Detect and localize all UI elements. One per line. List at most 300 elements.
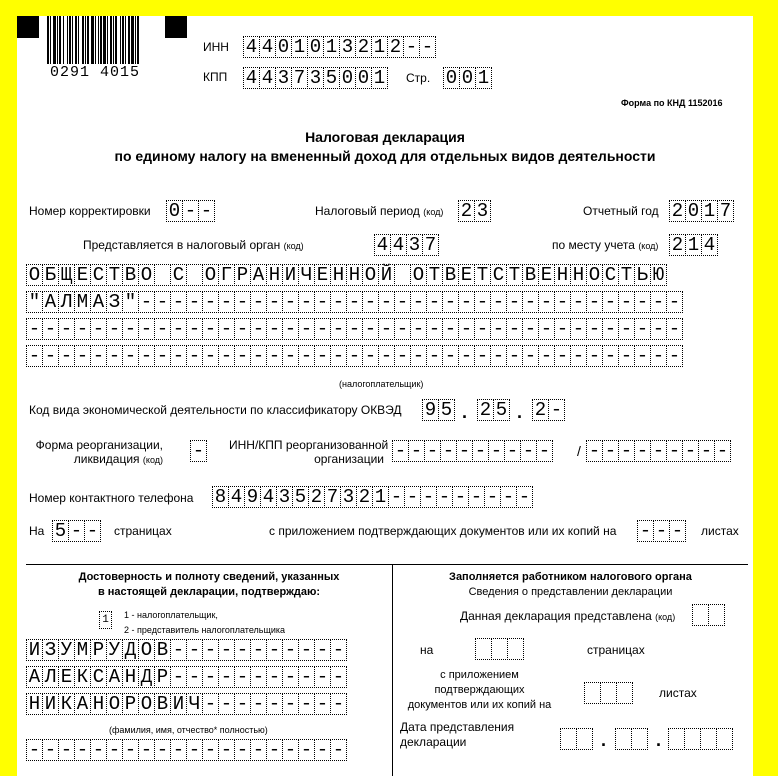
input-cell[interactable]: - (424, 440, 441, 462)
input-cell[interactable]: - (154, 345, 171, 367)
input-cell[interactable]: 0 (459, 67, 476, 89)
input-cell[interactable]: - (669, 520, 686, 542)
input-cell[interactable]: - (282, 739, 299, 761)
okved-group-1[interactable] (422, 399, 454, 421)
input-cell[interactable]: - (554, 318, 571, 340)
input-cell[interactable]: О (586, 264, 603, 286)
input-cell[interactable]: - (186, 739, 203, 761)
input-cell[interactable]: 0 (275, 36, 292, 58)
input-cell[interactable]: 0 (166, 200, 183, 222)
input-cell[interactable]: - (74, 318, 91, 340)
input-cell[interactable]: З (42, 639, 59, 661)
input-cell[interactable]: - (602, 440, 619, 462)
input-cell[interactable]: - (666, 318, 683, 340)
input-cell[interactable]: И (26, 639, 43, 661)
input-cell[interactable]: Т (426, 264, 443, 286)
input-cell[interactable]: - (218, 666, 235, 688)
input-cell[interactable] (186, 264, 203, 286)
input-cell[interactable]: 2 (387, 36, 404, 58)
input-cell[interactable]: - (186, 345, 203, 367)
input-cell[interactable]: - (618, 440, 635, 462)
input-cell[interactable]: 2 (356, 486, 373, 508)
input-cell[interactable]: - (202, 693, 219, 715)
input-cell[interactable]: - (122, 345, 139, 367)
input-cell[interactable]: - (234, 291, 251, 313)
input-cell[interactable]: И (42, 693, 59, 715)
input-cell[interactable]: - (570, 291, 587, 313)
input-cell[interactable]: - (84, 520, 101, 542)
input-cell[interactable]: 2 (669, 234, 686, 256)
input-cell[interactable]: - (298, 666, 315, 688)
input-cell[interactable]: - (474, 291, 491, 313)
input-cell[interactable]: 1 (371, 67, 388, 89)
input-cell[interactable]: - (26, 345, 43, 367)
input-cell[interactable]: Т (106, 264, 123, 286)
input-cell[interactable]: - (90, 739, 107, 761)
input-cell[interactable]: - (250, 639, 267, 661)
input-cell[interactable]: - (666, 440, 683, 462)
input-cell[interactable]: - (392, 440, 409, 462)
input-cell[interactable]: - (682, 440, 699, 462)
input-cell[interactable]: - (436, 486, 453, 508)
input-cell[interactable]: - (154, 739, 171, 761)
input-cell[interactable] (692, 604, 709, 626)
input-cell[interactable]: 9 (244, 486, 261, 508)
input-cell[interactable]: - (394, 345, 411, 367)
input-cell[interactable]: - (90, 318, 107, 340)
input-cell[interactable]: Л (58, 291, 75, 313)
input-cell[interactable]: 0 (443, 67, 460, 89)
input-cell[interactable]: - (490, 318, 507, 340)
input-cell[interactable]: 3 (307, 67, 324, 89)
input-cell[interactable]: - (346, 345, 363, 367)
input-cell[interactable]: Е (74, 264, 91, 286)
input-cell[interactable]: - (218, 291, 235, 313)
input-cell[interactable]: - (170, 318, 187, 340)
input-cell[interactable]: 5 (323, 67, 340, 89)
input-cell[interactable]: - (506, 345, 523, 367)
input-cell[interactable] (684, 728, 701, 750)
input-cell[interactable]: Н (266, 264, 283, 286)
input-cell[interactable]: 4 (228, 486, 245, 508)
input-cell[interactable]: - (74, 345, 91, 367)
input-cell[interactable]: - (250, 739, 267, 761)
input-cell[interactable]: - (266, 291, 283, 313)
input-cell[interactable]: - (520, 440, 537, 462)
input-cell[interactable]: - (538, 291, 555, 313)
input-cell[interactable]: 7 (717, 200, 734, 222)
input-cell[interactable]: Т (474, 264, 491, 286)
input-cell[interactable]: 4 (259, 67, 276, 89)
input-cell[interactable]: - (516, 486, 533, 508)
input-cell[interactable]: - (484, 486, 501, 508)
input-cell[interactable]: - (234, 639, 251, 661)
input-cell[interactable]: Р (122, 693, 139, 715)
input-cell[interactable]: Р (234, 264, 251, 286)
input-cell[interactable]: - (198, 200, 215, 222)
input-cell[interactable]: 4 (259, 36, 276, 58)
input-cell[interactable]: - (506, 318, 523, 340)
input-cell[interactable]: - (218, 318, 235, 340)
input-cell[interactable]: М (74, 291, 91, 313)
input-cell[interactable]: - (218, 739, 235, 761)
input-cell[interactable]: - (218, 345, 235, 367)
input-cell[interactable]: В (154, 639, 171, 661)
reorg-inn-cells[interactable] (392, 440, 552, 462)
input-cell[interactable]: - (458, 345, 475, 367)
input-cell[interactable] (700, 728, 717, 750)
input-cell[interactable]: - (586, 440, 603, 462)
input-cell[interactable]: 2 (308, 486, 325, 508)
input-cell[interactable]: - (468, 486, 485, 508)
input-cell[interactable]: А (90, 291, 107, 313)
input-cell[interactable]: - (122, 318, 139, 340)
input-cell[interactable]: - (330, 318, 347, 340)
input-cell[interactable]: - (202, 345, 219, 367)
input-cell[interactable]: - (170, 345, 187, 367)
input-cell[interactable]: З (106, 291, 123, 313)
input-cell[interactable]: - (602, 318, 619, 340)
input-cell[interactable] (507, 638, 524, 660)
input-cell[interactable]: - (442, 318, 459, 340)
input-cell[interactable]: Т (618, 264, 635, 286)
input-cell[interactable]: - (58, 345, 75, 367)
input-cell[interactable]: - (138, 739, 155, 761)
input-cell[interactable]: - (314, 318, 331, 340)
inn-cells[interactable] (243, 36, 435, 58)
input-cell[interactable]: С (90, 666, 107, 688)
input-cell[interactable]: И (170, 693, 187, 715)
input-cell[interactable] (560, 728, 577, 750)
input-cell[interactable]: У (106, 639, 123, 661)
input-cell[interactable]: - (410, 345, 427, 367)
input-cell[interactable]: - (298, 291, 315, 313)
input-cell[interactable]: - (266, 639, 283, 661)
input-cell[interactable]: - (190, 440, 207, 462)
input-cell[interactable]: - (186, 318, 203, 340)
input-cell[interactable]: 7 (291, 67, 308, 89)
input-cell[interactable]: - (314, 666, 331, 688)
input-cell[interactable]: О (138, 264, 155, 286)
input-cell[interactable]: О (202, 264, 219, 286)
input-cell[interactable] (716, 728, 733, 750)
input-cell[interactable]: С (490, 264, 507, 286)
input-cell[interactable]: - (452, 486, 469, 508)
input-cell[interactable]: В (122, 264, 139, 286)
input-cell[interactable]: - (586, 318, 603, 340)
input-cell[interactable]: - (58, 739, 75, 761)
input-cell[interactable]: - (538, 345, 555, 367)
input-cell[interactable]: - (403, 36, 420, 58)
input-cell[interactable] (616, 682, 633, 704)
input-cell[interactable]: - (282, 666, 299, 688)
input-cell[interactable]: - (362, 318, 379, 340)
input-cell[interactable]: - (26, 318, 43, 340)
input-cell[interactable]: С (170, 264, 187, 286)
input-cell[interactable]: - (456, 440, 473, 462)
input-cell[interactable]: А (42, 291, 59, 313)
input-cell[interactable]: В (442, 264, 459, 286)
input-cell[interactable]: - (388, 486, 405, 508)
input-cell[interactable]: - (570, 318, 587, 340)
input-cell[interactable] (584, 682, 601, 704)
input-cell[interactable]: - (68, 520, 85, 542)
input-cell[interactable]: Щ (58, 264, 75, 286)
input-cell[interactable]: - (420, 486, 437, 508)
input-cell[interactable]: - (490, 345, 507, 367)
okved-group-3[interactable] (532, 399, 564, 421)
date-year-cells[interactable] (668, 728, 732, 750)
input-cell[interactable] (631, 728, 648, 750)
input-cell[interactable]: - (410, 318, 427, 340)
input-cell[interactable]: 7 (324, 486, 341, 508)
page-number-cells[interactable] (443, 67, 491, 89)
input-cell[interactable]: 8 (212, 486, 229, 508)
input-cell[interactable]: А (74, 693, 91, 715)
input-cell[interactable]: - (314, 693, 331, 715)
input-cell[interactable]: - (282, 345, 299, 367)
input-cell[interactable]: - (202, 639, 219, 661)
input-cell[interactable]: - (202, 666, 219, 688)
input-cell[interactable]: - (602, 345, 619, 367)
input-cell[interactable]: - (106, 739, 123, 761)
input-cell[interactable]: - (74, 739, 91, 761)
input-cell[interactable]: М (74, 639, 91, 661)
input-cell[interactable]: - (202, 318, 219, 340)
input-cell[interactable]: - (548, 399, 565, 421)
reorg-cells[interactable] (190, 440, 206, 462)
input-cell[interactable]: - (554, 291, 571, 313)
input-cell[interactable]: - (650, 291, 667, 313)
date-day-cells[interactable] (560, 728, 592, 750)
input-cell[interactable]: - (666, 291, 683, 313)
input-cell[interactable]: - (330, 666, 347, 688)
input-cell[interactable]: С (602, 264, 619, 286)
input-cell[interactable]: Й (378, 264, 395, 286)
input-cell[interactable]: - (170, 666, 187, 688)
input-cell[interactable]: - (218, 639, 235, 661)
taxpayer-line-3[interactable] (26, 318, 682, 340)
input-cell[interactable]: 2 (669, 200, 686, 222)
attach-cells[interactable] (637, 520, 685, 542)
input-cell[interactable]: - (602, 291, 619, 313)
input-cell[interactable]: - (500, 486, 517, 508)
input-cell[interactable]: - (458, 291, 475, 313)
input-cell[interactable]: - (330, 291, 347, 313)
input-cell[interactable]: - (282, 693, 299, 715)
input-cell[interactable]: - (426, 318, 443, 340)
input-cell[interactable]: - (653, 520, 670, 542)
input-cell[interactable]: 0 (307, 36, 324, 58)
input-cell[interactable] (668, 728, 685, 750)
input-cell[interactable]: Е (314, 264, 331, 286)
kpp-cells[interactable] (243, 67, 387, 89)
input-cell[interactable]: - (106, 318, 123, 340)
input-cell[interactable]: - (298, 639, 315, 661)
input-cell[interactable]: А (106, 666, 123, 688)
date-month-cells[interactable] (615, 728, 647, 750)
input-cell[interactable]: К (74, 666, 91, 688)
input-cell[interactable]: - (250, 345, 267, 367)
input-cell[interactable] (615, 728, 632, 750)
input-cell[interactable]: 4 (390, 234, 407, 256)
input-cell[interactable] (491, 638, 508, 660)
input-cell[interactable]: 0 (355, 67, 372, 89)
input-cell[interactable]: - (266, 693, 283, 715)
input-cell[interactable]: - (266, 318, 283, 340)
attach-sheets-cells[interactable] (584, 682, 632, 704)
input-cell[interactable]: - (472, 440, 489, 462)
input-cell[interactable]: - (330, 345, 347, 367)
input-cell[interactable]: Г (218, 264, 235, 286)
input-cell[interactable]: " (122, 291, 139, 313)
input-cell[interactable]: - (538, 318, 555, 340)
input-cell[interactable]: - (522, 345, 539, 367)
input-cell[interactable]: Л (42, 666, 59, 688)
input-cell[interactable]: Д (138, 666, 155, 688)
input-cell[interactable]: И (282, 264, 299, 286)
input-cell[interactable]: 7 (422, 234, 439, 256)
input-cell[interactable]: Н (26, 693, 43, 715)
input-cell[interactable]: - (634, 318, 651, 340)
input-cell[interactable]: 1 (371, 36, 388, 58)
taxpayer-line-2[interactable] (26, 291, 682, 313)
input-cell[interactable]: - (186, 639, 203, 661)
okved-group-2[interactable] (477, 399, 509, 421)
input-cell[interactable]: - (490, 291, 507, 313)
input-cell[interactable]: Ч (298, 264, 315, 286)
input-cell[interactable]: - (378, 345, 395, 367)
input-cell[interactable]: - (522, 318, 539, 340)
input-cell[interactable]: Е (58, 666, 75, 688)
input-cell[interactable]: - (330, 739, 347, 761)
report-year-cells[interactable] (669, 200, 733, 222)
input-cell[interactable]: 5 (292, 486, 309, 508)
input-cell[interactable]: 5 (438, 399, 455, 421)
tax-authority-cells[interactable] (374, 234, 438, 256)
taxpayer-line-4[interactable] (26, 345, 682, 367)
input-cell[interactable]: - (394, 318, 411, 340)
input-cell[interactable]: А (26, 666, 43, 688)
input-cell[interactable]: 1 (372, 486, 389, 508)
input-cell[interactable]: " (26, 291, 43, 313)
pages-cells[interactable] (52, 520, 100, 542)
input-cell[interactable]: 4 (374, 234, 391, 256)
input-cell[interactable]: - (522, 291, 539, 313)
input-cell[interactable]: В (522, 264, 539, 286)
input-cell[interactable] (576, 728, 593, 750)
input-cell[interactable]: Н (90, 693, 107, 715)
signature-line[interactable] (26, 739, 346, 761)
input-cell[interactable]: Н (330, 264, 347, 286)
input-cell[interactable]: - (202, 739, 219, 761)
input-cell[interactable]: Ь (634, 264, 651, 286)
input-cell[interactable]: О (138, 693, 155, 715)
correction-cells[interactable] (166, 200, 214, 222)
input-cell[interactable]: - (154, 318, 171, 340)
input-cell[interactable]: - (618, 318, 635, 340)
input-cell[interactable]: - (362, 345, 379, 367)
input-cell[interactable]: - (554, 345, 571, 367)
input-cell[interactable]: - (218, 693, 235, 715)
input-cell[interactable]: - (426, 345, 443, 367)
input-cell[interactable]: - (42, 318, 59, 340)
input-cell[interactable]: С (90, 264, 107, 286)
input-cell[interactable]: - (458, 318, 475, 340)
input-cell[interactable]: - (154, 291, 171, 313)
input-cell[interactable]: К (58, 693, 75, 715)
input-cell[interactable]: Д (122, 639, 139, 661)
input-cell[interactable]: - (234, 739, 251, 761)
input-cell[interactable]: Н (570, 264, 587, 286)
registration-place-cells[interactable] (669, 234, 717, 256)
input-cell[interactable]: - (314, 639, 331, 661)
input-cell[interactable]: 3 (474, 200, 491, 222)
input-cell[interactable]: - (234, 666, 251, 688)
input-cell[interactable]: - (362, 291, 379, 313)
input-cell[interactable]: 1 (291, 36, 308, 58)
input-cell[interactable]: - (330, 693, 347, 715)
input-cell[interactable]: О (362, 264, 379, 286)
input-cell[interactable]: - (250, 318, 267, 340)
input-cell[interactable]: 1 (701, 200, 718, 222)
input-cell[interactable]: - (138, 318, 155, 340)
input-cell[interactable]: - (650, 318, 667, 340)
input-cell[interactable] (708, 604, 725, 626)
input-cell[interactable]: - (410, 291, 427, 313)
input-cell[interactable]: - (618, 345, 635, 367)
input-cell[interactable]: 3 (339, 36, 356, 58)
input-cell[interactable]: 2 (532, 399, 549, 421)
input-cell[interactable]: - (266, 666, 283, 688)
input-cell[interactable]: - (714, 440, 731, 462)
input-cell[interactable]: - (106, 345, 123, 367)
input-cell[interactable]: - (440, 440, 457, 462)
input-cell[interactable]: - (42, 739, 59, 761)
input-cell[interactable]: - (394, 291, 411, 313)
input-cell[interactable]: 4 (701, 234, 718, 256)
input-cell[interactable]: 5 (493, 399, 510, 421)
input-cell[interactable]: 2 (355, 36, 372, 58)
name-line-2[interactable] (26, 666, 346, 688)
input-cell[interactable]: - (58, 318, 75, 340)
input-cell[interactable]: - (586, 345, 603, 367)
input-cell[interactable]: 4 (260, 486, 277, 508)
input-cell[interactable]: - (182, 200, 199, 222)
input-cell[interactable]: 2 (458, 200, 475, 222)
tax-period-cells[interactable] (458, 200, 490, 222)
input-cell[interactable]: - (250, 291, 267, 313)
input-cell[interactable]: - (298, 345, 315, 367)
input-cell[interactable]: - (138, 291, 155, 313)
input-cell[interactable]: - (234, 318, 251, 340)
input-cell[interactable]: - (404, 486, 421, 508)
input-cell[interactable]: - (330, 639, 347, 661)
input-cell[interactable]: - (186, 291, 203, 313)
input-cell[interactable]: - (42, 345, 59, 367)
reorg-kpp-cells[interactable] (586, 440, 730, 462)
input-cell[interactable]: 0 (339, 67, 356, 89)
input-cell[interactable]: 1 (323, 36, 340, 58)
input-cell[interactable]: - (570, 345, 587, 367)
input-cell[interactable]: - (618, 291, 635, 313)
input-cell[interactable]: 2 (477, 399, 494, 421)
input-cell[interactable]: - (474, 345, 491, 367)
input-cell[interactable]: - (666, 345, 683, 367)
input-cell[interactable]: - (202, 291, 219, 313)
input-cell[interactable] (394, 264, 411, 286)
input-cell[interactable]: Ч (186, 693, 203, 715)
